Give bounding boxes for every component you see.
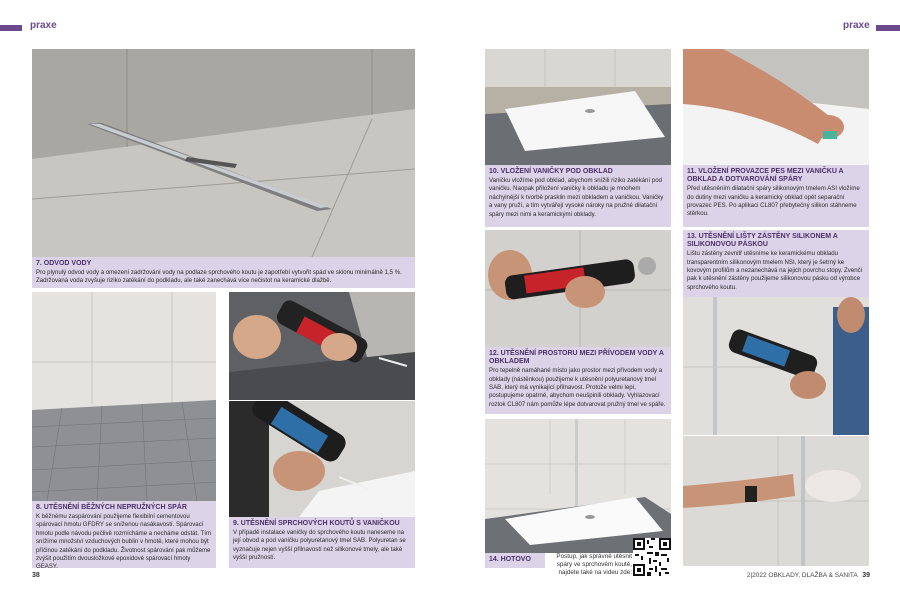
header-right: praxe: [843, 20, 870, 31]
caption-13-title: 13. UTĚSNĚNÍ LIŠTY ZÁSTĚNY SILIKONEM A SILIKONOVOU PÁSKOU: [687, 233, 838, 249]
photo-water-inlet: [485, 230, 671, 347]
caption-9-text: V případě instalace vaničky do sprchového koutu naneseme na její obvod a pod vaničku polyuretanový tmel SAB. Polyuretan se vyznačuje nejen vyšší přilnavostí než silikonové tmely, ale také vyšší pružností.: [233, 529, 406, 562]
caption-12-title: 12. UTĚSNĚNÍ PROSTORU MEZI PŘÍVODEM VODY A OBKLADEM: [489, 350, 664, 366]
page-number-right: 39: [862, 572, 870, 579]
caption-10: [485, 165, 671, 227]
footer-right: [747, 572, 870, 579]
photo-screen-silicone: [683, 297, 869, 435]
caption-8: [32, 501, 216, 571]
header-left: praxe: [30, 20, 57, 31]
caption-13-text: Lištu zástěny zevnitř utěsníme ke keramickému obkladu transparentním silikonovým tmelem NSI, který je šetrný ke kovovým profilům a nezanechává na jejich povrchu stopy. Zvenčí pak k utěsnění zástěny použijeme silikonovou pásku od výrobce sprchového koutu.: [687, 250, 863, 291]
caption-10-text: Vaničku vložíme pod obklad, abychom snížili riziko zatékání pod vaničku. Naopak přiložení vaničky k obkladu je mnohem náchylnější k tvorbě prasklin mezi obkladem a vaničkou. Vaničky a vany pruží, a tím vytvářejí vysoké nároky na pružné dilatační spáry mezi nimi a keramickými obklady.: [489, 177, 664, 218]
caption-11-title: 11. VLOŽENÍ PROVAZCE PES MEZI VANIČKU A OBKLAD A DOTVAROVÁNÍ SPÁRY: [687, 168, 844, 184]
header-bar-left: [0, 25, 22, 31]
caption-12: [485, 347, 671, 414]
caption-11-text: Před utěsněním dilatační spáry silikonovým tmelem ASI vložíme do dutiny mezi vaničku a keramický obklad opět separační provazec PES. Po aplikaci CL807 přebytečný silikon stáhneme stěrkou.: [687, 185, 860, 218]
photo-finished-shower: [485, 419, 671, 553]
caption-9-title: 9. UTĚSNĚNÍ SPRCHOVÝCH KOUTŮ S VANIČKOU: [233, 520, 400, 527]
caption-14: [485, 553, 545, 568]
qr-code[interactable]: [633, 538, 671, 576]
caption-7-title: 7. ODVOD VODY: [36, 260, 92, 267]
caption-7-text: Pro plynulý odvod vody a omezení zadržování vody na podlaze sprchového koutu je zapotřebí vytvořit spád ve sklonu minimálně 1,5 %. Zadržovaná voda zvyšuje riziko zatékání do podkladu, ale také zanechává více nečistot na keramické dlažbě.: [36, 269, 402, 285]
header-bar-right: [876, 25, 900, 31]
caption-8-title: 8. UTĚSNĚNÍ BĚŽNÝCH NEPRUŽNÝCH SPÁR: [36, 504, 187, 511]
photo-floor-drain: [32, 49, 415, 257]
footer-issue: 2|2022 OBKLADY, DLAŽBA & SANITA: [746, 572, 858, 579]
caption-14-title: 14. HOTOVO: [489, 556, 531, 563]
caption-14-text: Postup, jak správně utěsnit spáry ve sprchovém koutě, najdete také na videu zde:: [556, 553, 632, 577]
caption-12-text: Pro tepelně namáhané místo jako prostor mezi přívodem vody a obklady (nástěnkou) použijeme k utěsnění polyuretanový tmel SAB, který má vynikající přilnavost. Protože velmi lepí, postupujeme opatrně, abychom neušpinili obklady. Vyhlazovací roztok CL807 nám pomůže lépe dotvarovat pružný tmel ve spáře.: [489, 367, 666, 408]
caption-13: [683, 230, 869, 297]
caption-9: [229, 517, 415, 568]
photo-sealant-tray: [229, 292, 415, 400]
photo-pes-cord: [683, 49, 869, 165]
photo-silicone-tape: [683, 436, 869, 566]
caption-11: [683, 165, 869, 227]
photo-sealant-edge: [229, 401, 415, 517]
photo-shower-tray: [485, 49, 671, 165]
caption-7: [32, 257, 415, 288]
page-number-left: 38: [32, 572, 40, 579]
caption-8-text: K běžnému zaspárování použijeme flexibilní cementovou spárovací hmotu GFDRY se sníženou nasákavostí. Spárovací hmotu podle návodu pečlivě rozmícháme a necháme odstát. Tím snížíme množství vzduchových bublin v hmotě, které mohou být příčinou zatékání do podkladu. Životnost spárování pak můžeme zvýšit použitím dvousložkové epoxidové spárovací hmoty GEASY.: [36, 513, 212, 571]
photo-grouted-tiles: [32, 292, 216, 501]
caption-10-title: 10. VLOŽENÍ VANIČKY POD OBKLAD: [489, 168, 613, 175]
